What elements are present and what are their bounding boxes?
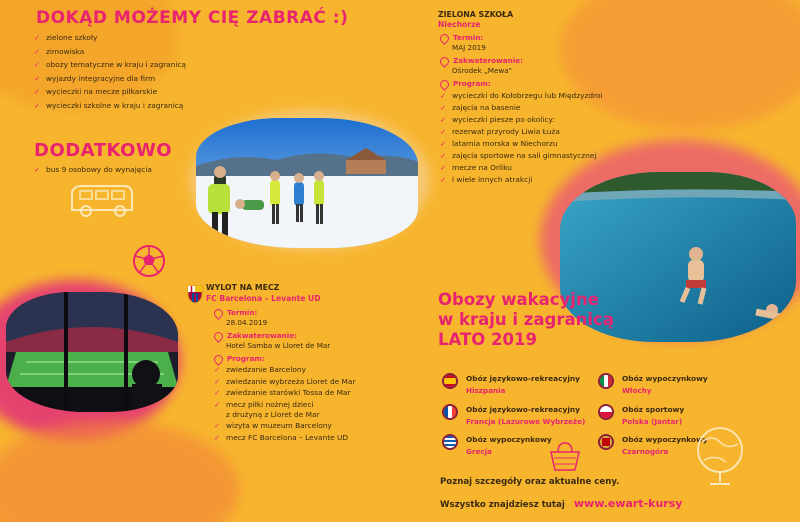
check-icon: ✓ [34, 73, 41, 83]
camp-title: Obóz językowo-rekreacyjny [466, 374, 580, 383]
list-item: ✓ zwiedzanie Barcelony [214, 365, 306, 374]
poland-flag-icon [598, 404, 614, 420]
camp-title: Obóz wypoczynkowy [466, 435, 552, 444]
list-item: ✓ mecze na Orliku [440, 163, 512, 172]
list-item: ✓ wyjazdy integracyjne dla firm [34, 72, 186, 86]
website-link[interactable]: www.ewart-kursy [573, 497, 683, 510]
pin-icon [212, 330, 225, 343]
camp-place: Czarnogóra [622, 447, 669, 456]
camp-place: Grecja [466, 447, 492, 456]
match-term: Termin: 28.04.2019 [214, 308, 267, 328]
spain-flag-icon [442, 373, 458, 389]
pin-icon [438, 32, 451, 45]
list-item: ✓ mecz piłki nożnej dzieci [214, 399, 314, 409]
list-item: ✓ latarnia morska w Niechorzu [440, 139, 558, 148]
match-title: WYLOT NA MECZ [206, 283, 280, 292]
check-icon: ✓ [214, 365, 221, 374]
school-term: Termin: MAJ 2019 [440, 33, 486, 53]
check-icon: ✓ [440, 103, 447, 112]
list-item: ✓ wycieczki szkolne w kraju i zagranicą [34, 99, 186, 113]
check-icon: ✓ [34, 87, 41, 97]
check-icon: ✓ [34, 33, 41, 42]
check-icon: ✓ [440, 151, 447, 160]
check-icon: ✓ [214, 376, 221, 386]
check-icon: ✓ [214, 421, 221, 430]
school-place: Niechorze [438, 20, 481, 29]
check-icon: ✓ [440, 163, 447, 172]
list-item: ✓ zielone szkoły [34, 31, 186, 45]
check-icon: ✓ [440, 139, 447, 148]
offer-list [34, 31, 186, 113]
camp-title: Obóz wypoczynkowy [622, 374, 708, 383]
list-item: ✓ mecz FC Barcelona – Levante UD [214, 433, 349, 442]
pin-icon [212, 307, 225, 320]
match-stay: Zakwaterowanie: Hotel Samba w Lloret de Mar [214, 331, 330, 351]
school-title: ZIELONA SZKOŁA [438, 10, 514, 19]
italy-flag-icon [598, 373, 614, 389]
list-item: ✓ rezerwat przyrody Liwia Łuża [440, 127, 560, 136]
check-icon: ✓ [440, 115, 447, 124]
camp-title: Obóz językowo-rekreacyjny [466, 405, 580, 414]
camp-title: Obóz wypoczynkowy [622, 435, 708, 444]
school-program-list [440, 90, 603, 186]
list-item: ✓ zimowiska [34, 45, 186, 59]
list-item: ✓ wizyta w muzeum Barcelony [214, 421, 332, 430]
football-icon [132, 244, 166, 278]
winter-photo [196, 118, 418, 248]
check-icon: ✓ [214, 399, 221, 409]
pin-icon [438, 78, 451, 91]
school-program: Program: [440, 79, 491, 89]
extra-heading: DODATKOWO [34, 140, 173, 161]
check-icon: ✓ [440, 175, 447, 184]
bus-icon [66, 180, 138, 220]
pin-icon [438, 55, 451, 68]
montenegro-flag-icon [598, 434, 614, 450]
list-item: ✓ obozy tematyczne w kraju i zagranicą [34, 58, 186, 72]
check-icon: ✓ [34, 165, 41, 174]
camp-place: Hiszpania [466, 386, 506, 395]
footer-line-1: Poznaj szczegóły oraz aktualne ceny. [440, 477, 620, 487]
check-icon: ✓ [34, 100, 41, 110]
camp-place: Włochy [622, 386, 652, 395]
check-icon: ✓ [214, 388, 221, 397]
match-program-list [214, 364, 355, 444]
list-item: z drużyną z Lloret de Mar [226, 410, 320, 419]
france-flag-icon [442, 404, 458, 420]
camp-place: Francja (Lazurowe Wybrzeże) [466, 417, 586, 426]
check-icon: ✓ [440, 127, 447, 136]
check-icon: ✓ [34, 60, 41, 70]
camps-heading: Obozy wakacyjne w kraju i zagranicą LATO 2019 [438, 290, 614, 349]
list-item: ✓ wycieczki na mecze piłkarskie [34, 85, 186, 99]
check-icon: ✓ [440, 91, 447, 100]
list-item: ✓ i wiele innych atrakcji [440, 175, 533, 184]
list-item: ✓ zajęcia na basenie [440, 103, 521, 112]
footer-text: Wszystko znajdziesz tutaj [440, 500, 565, 510]
greece-flag-icon [442, 434, 458, 450]
footer-line-2 [440, 492, 682, 511]
fc-barcelona-crest-icon [186, 284, 204, 304]
list-item: ✓ bus 9 osobowy do wynajęcia [34, 163, 152, 177]
list-item: ✓ zajęcia sportowe na sali gimnastycznej [440, 151, 597, 160]
beach-bag-icon [545, 440, 585, 472]
list-item: ✓ zwiedzanie starówki Tossa de Mar [214, 388, 351, 397]
camp-place: Polska (Jantar) [622, 417, 683, 426]
list-item: ✓ wycieczki do Kołobrzegu lub Międzyzdroi [440, 91, 603, 100]
school-stay: Zakwaterowanie: Ośrodek „Mewa" [440, 56, 523, 76]
globe-icon [690, 420, 750, 490]
match-teams: FC Barcelona – Levante UD [206, 294, 321, 303]
check-icon: ✓ [34, 46, 41, 56]
list-item: ✓ zwiedzanie wybrzeża Lloret de Mar [214, 376, 356, 386]
extra-list [34, 163, 152, 177]
list-item: ✓ wycieczki piesze po okolicy: [440, 115, 555, 124]
paint-blob [0, 420, 240, 522]
main-heading: DOKĄD MOŻEMY CIĘ ZABRAĆ :) [36, 8, 349, 28]
check-icon: ✓ [214, 433, 221, 442]
stadium-photo [6, 292, 178, 412]
match-program: Program: [214, 354, 265, 364]
camp-title: Obóz sportowy [622, 405, 685, 414]
